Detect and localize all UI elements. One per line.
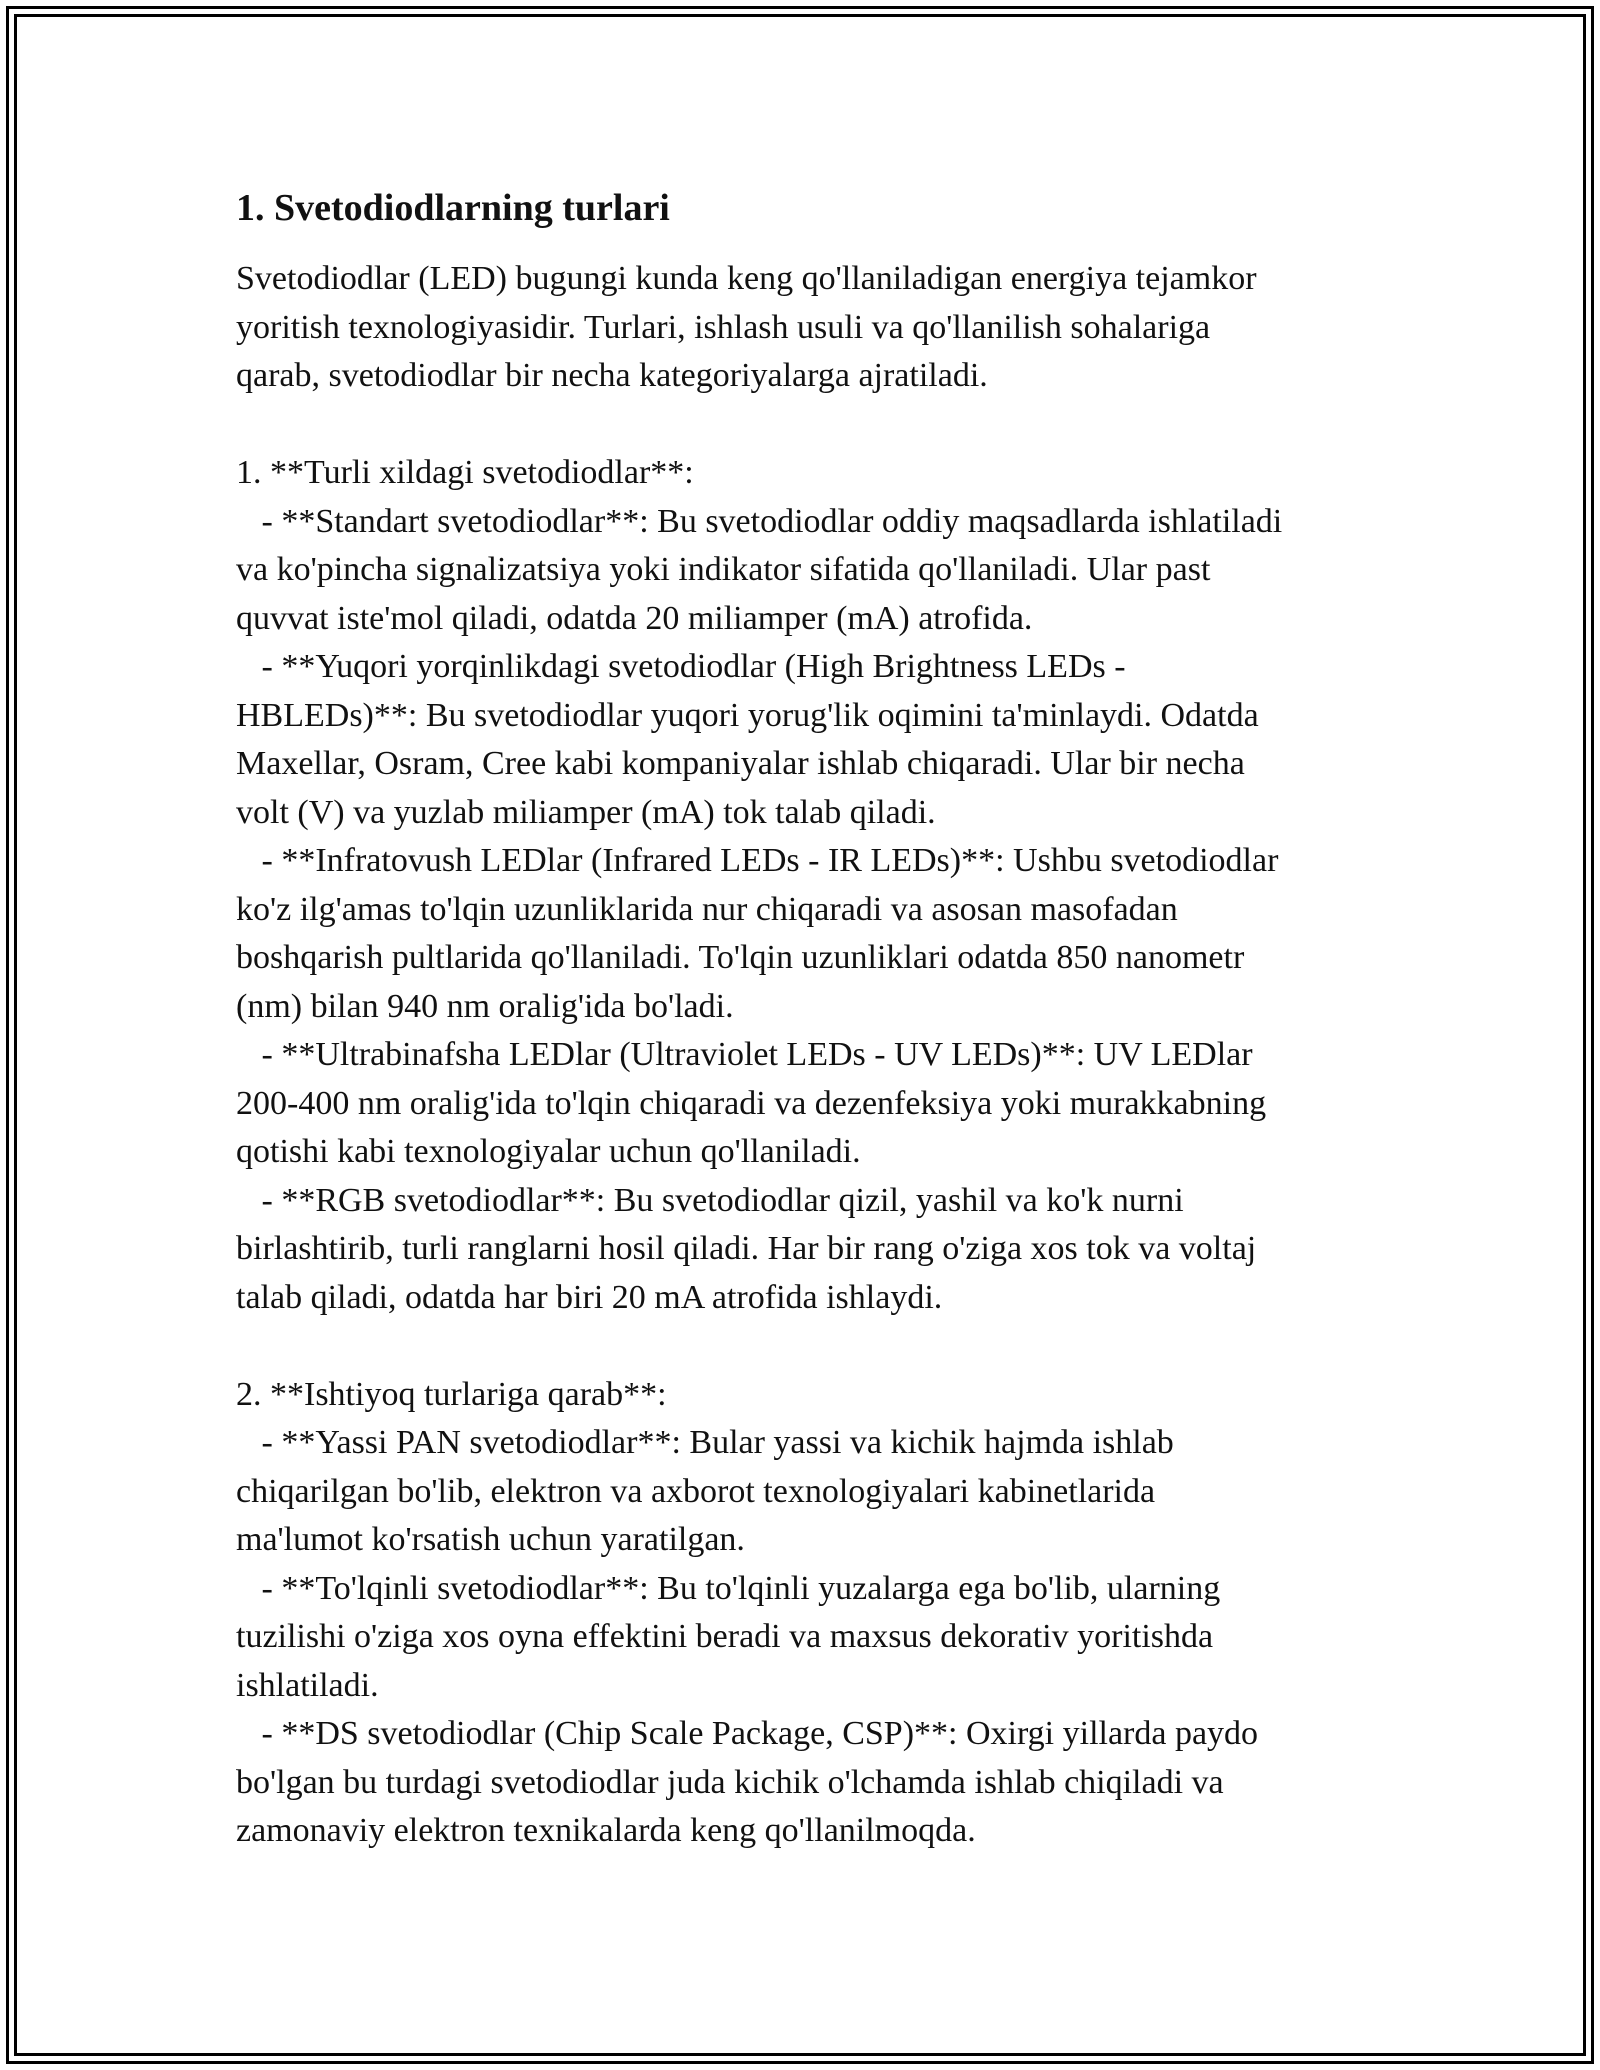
document-content [236,185,1376,1856]
document-title: 1. Svetodiodlarning turlari [236,187,670,229]
document-body: Svetodiodlar (LED) bugungi kunda keng qo'llaniladigan energiya tejamkor yoritish texnologiyasidir. Turlari, ishlash usuli va qo'llanilish sohalariga qarab, svetodiodlar bir necha kategoriyalarga ajratiladi. 1. **Turli xildagi svetodiodlar**: - **Standart svetodiodlar**: Bu svetodiodlar oddiy maqsadlarda ishlatiladi va ko'pincha signalizatsiya yoki indikator sifatida qo'llaniladi. Ular past quvvat iste'mol qiladi, odatda 20 miliamper (mA) atrofida. - **Yuqori yorqinlikdagi svetodiodlar (High Brightness LEDs - HBLEDs)**: Bu svetodiodlar yuqori yorug'lik oqimini ta'minlaydi. Odatda Maxellar, Osram, Cree kabi kompaniyalar ishlab chiqaradi. Ular bir necha volt (V) va yuzlab miliamper (mA) tok talab qiladi. - **Infratovush LEDlar (Infrared LEDs - IR LEDs)**: Ushbu svetodiodlar ko'z ilg'amas to'lqin uzunliklarida nur chiqaradi va asosan masofadan boshqarish pultlarida qo'llaniladi. To'lqin uzunliklari odatda 850 nanometr (nm) bilan 940 nm oralig'ida bo'ladi. - **Ultrabinafsha LEDlar (Ultraviolet LEDs - UV LEDs)**: UV LEDlar 200-400 nm oralig'ida to'lqin chiqaradi va dezenfeksiya yoki murakkabning qotishi kabi texnologiyalar uchun qo'llaniladi. - **RGB svetodiodlar**: Bu svetodiodlar qizil, yashil va ko'k nurni birlashtirib, turli ranglarni hosil qiladi. Har bir rang o'ziga xos tok va voltaj talab qiladi, odatda har biri 20 mA atrofida ishlaydi. 2. **Ishtiyoq turlariga qarab**: - **Yassi PAN svetodiodlar**: Bular yassi va kichik hajmda ishlab chiqarilgan bo'lib, elektron va axborot texnologiyalari kabinetlarida ma'lumot ko'rsatish uchun yaratilgan. - **To'lqinli svetodiodlar**: Bu to'lqinli yuzalarga ega bo'lib, ularning tuzilishi o'ziga xos oyna effektini beradi va maxsus dekorativ yoritishda ishlatiladi. - **DS svetodiodlar (Chip Scale Package, CSP)**: Oxirgi yillarda paydo bo'lgan bu turdagi svetodiodlar juda kichik o'lchamda ishlab chiqiladi va zamonaviy elektron texnikalarda keng qo'llanilmoqda. [236,260,1283,1849]
